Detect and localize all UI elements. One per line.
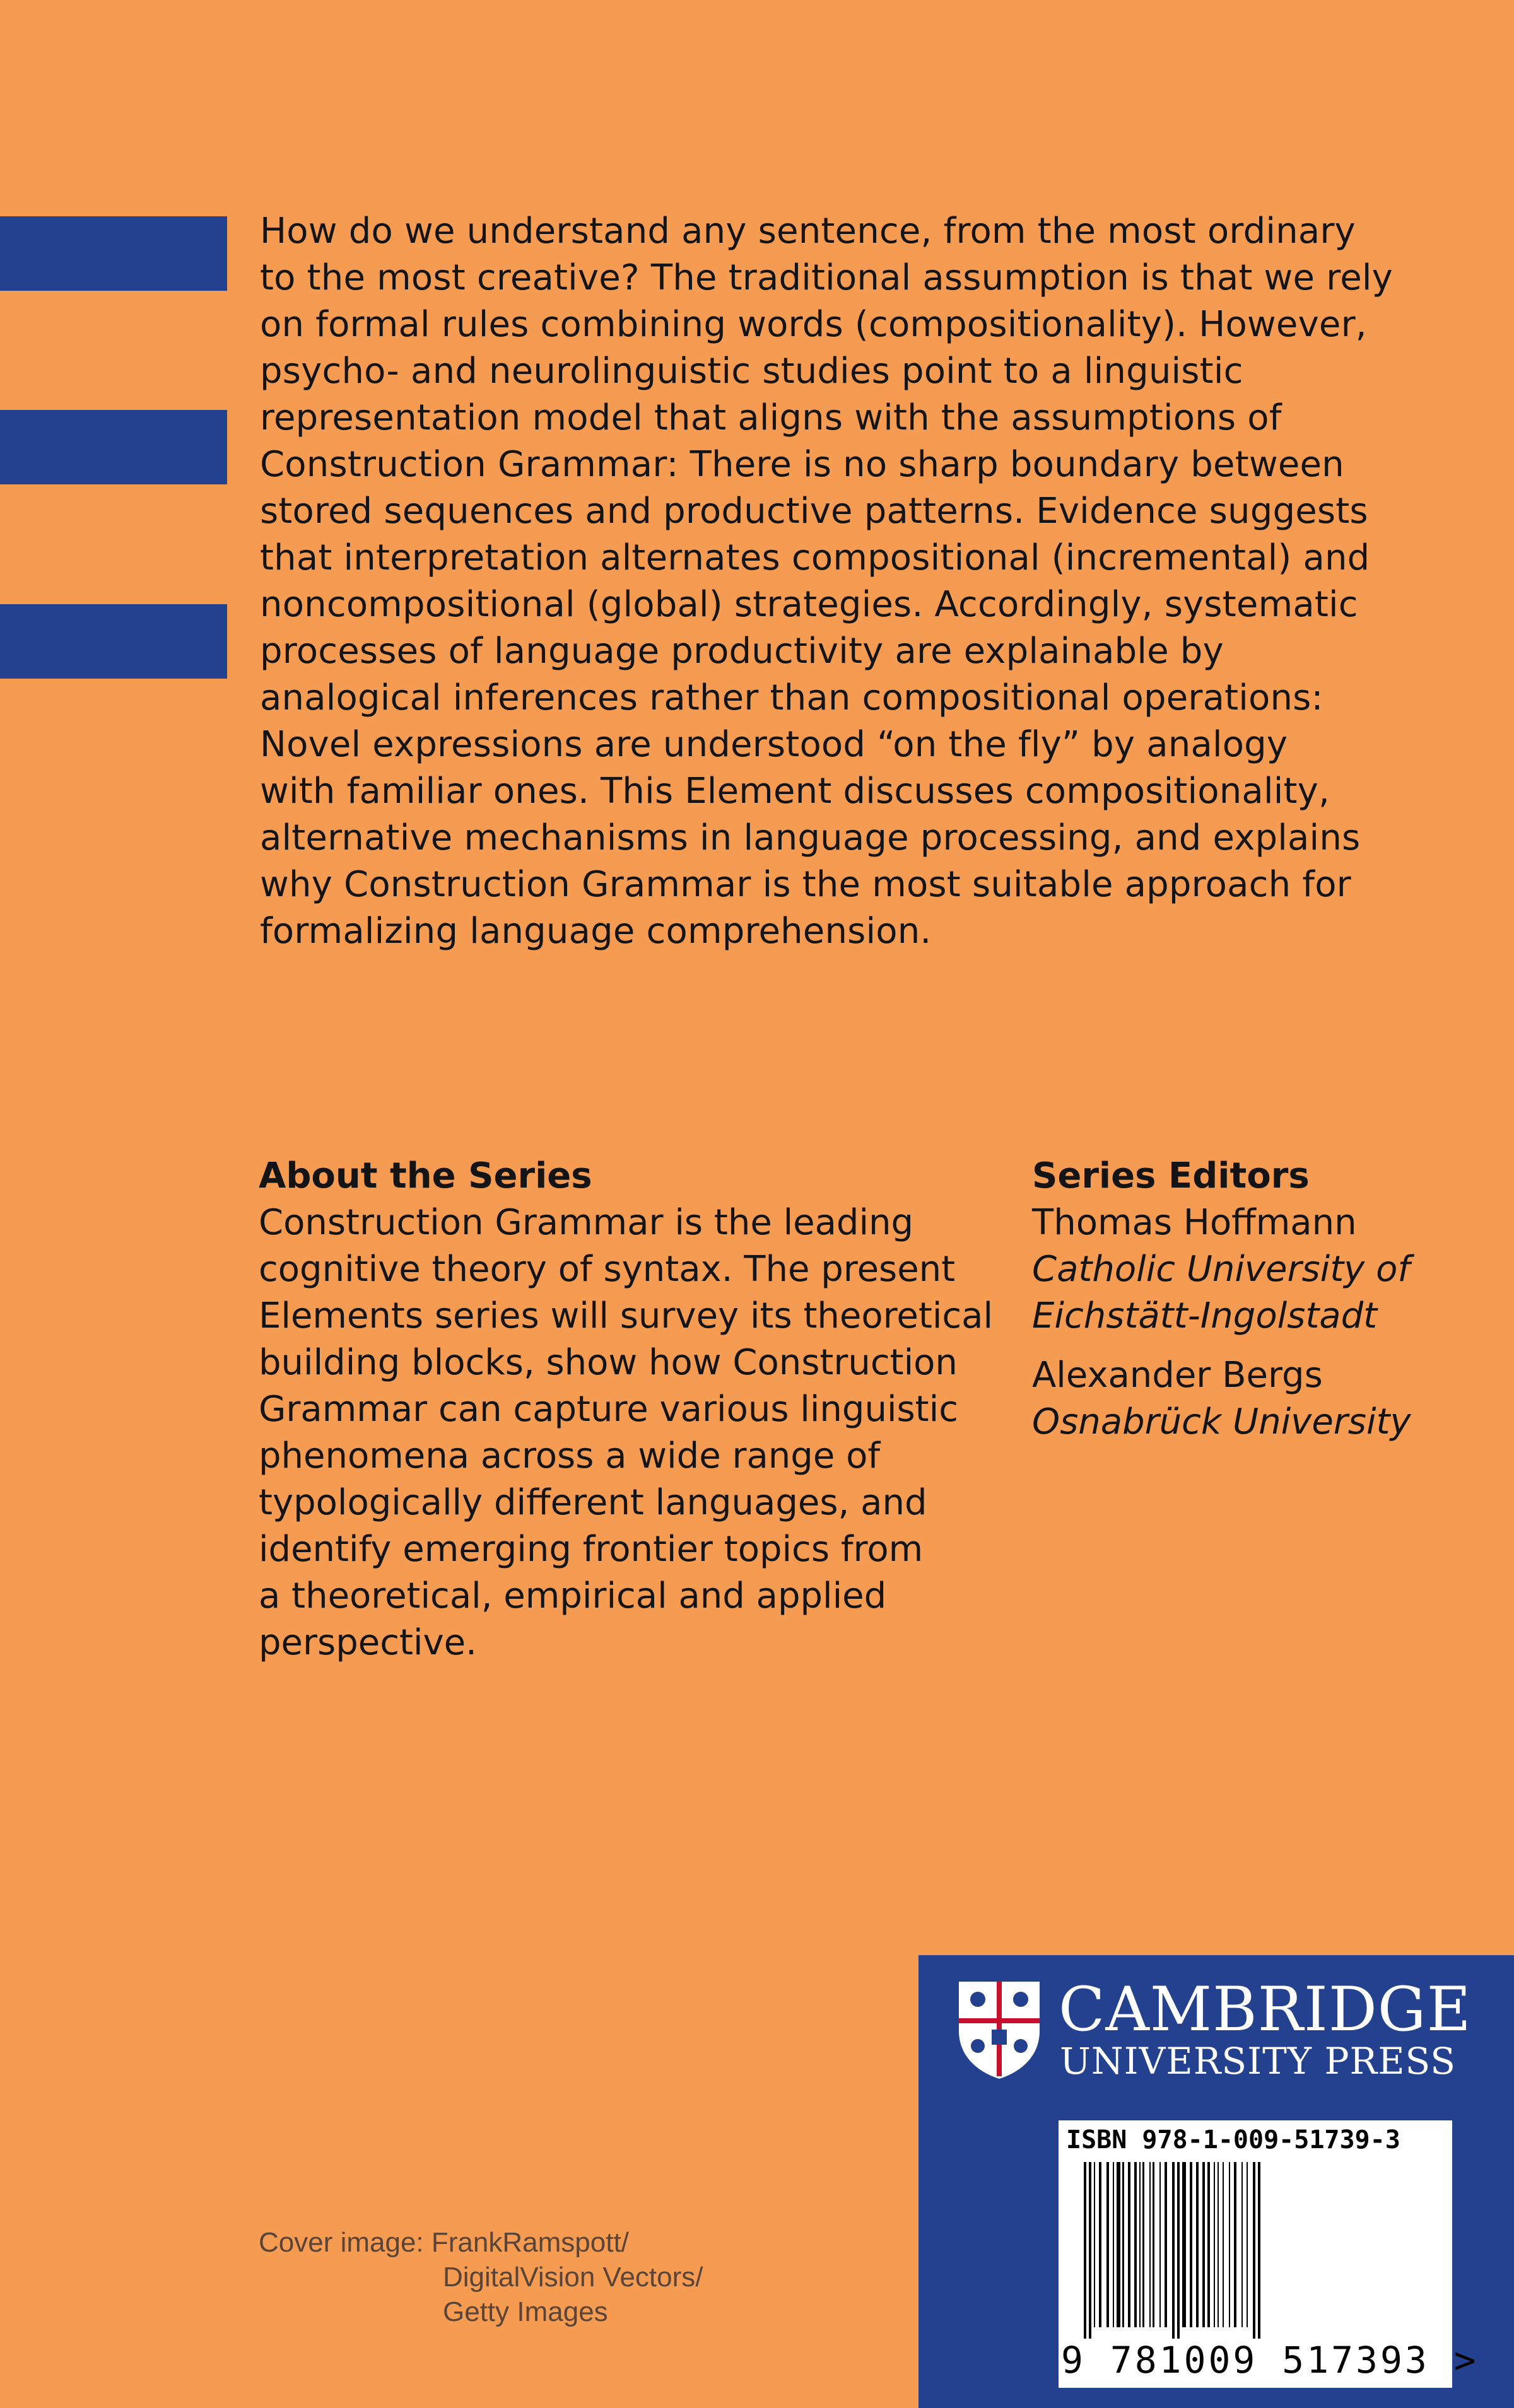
blurb-line: why Construction Grammar is the most suitable approach for	[260, 864, 1351, 905]
barcode-bar	[1207, 2162, 1210, 2327]
book-blurb	[260, 208, 1433, 955]
barcode-bar	[1241, 2162, 1243, 2327]
barcode-bar	[1258, 2162, 1260, 2339]
about-series-heading: About the Series	[259, 1155, 592, 1196]
barcode-bar	[1122, 2162, 1124, 2327]
blurb-line: noncompositional (global) strategies. Accordingly, systematic	[260, 584, 1358, 625]
credit-line: Getty Images	[443, 2296, 608, 2327]
about-line: identify emerging frontier topics from	[259, 1529, 924, 1570]
publisher-name: CAMBRIDGE	[1059, 1974, 1472, 2045]
isbn-barcode	[1059, 2120, 1479, 2388]
barcode-bar	[1214, 2162, 1215, 2327]
barcode-bar	[1223, 2162, 1224, 2327]
barcode-bar	[1247, 2162, 1248, 2327]
blurb-line: that interpretation alternates compositional (incremental) and	[260, 537, 1370, 578]
decorative-stripe-1	[0, 216, 227, 291]
blurb-line: psycho- and neurolinguistic studies point to a linguistic	[260, 351, 1243, 392]
about-line: a theoretical, empirical and applied	[259, 1575, 887, 1616]
barcode-bar	[1106, 2162, 1109, 2327]
barcode-digits: 9 781009 517393 >	[1061, 2339, 1479, 2382]
barcode-bar	[1182, 2162, 1186, 2327]
blurb-line: processes of language productivity are explainable by	[260, 631, 1224, 672]
editor-affiliation: Catholic University of	[1032, 1249, 1411, 1290]
barcode-bar	[1117, 2162, 1120, 2327]
about-line: Construction Grammar is the leading	[259, 1202, 914, 1243]
barcode-bar	[1159, 2162, 1161, 2327]
barcode-bar	[1172, 2162, 1175, 2339]
about-line: phenomena across a wide range of	[259, 1435, 881, 1476]
decorative-stripe-3	[0, 604, 227, 679]
about-line: cognitive theory of syntax. The present	[259, 1249, 956, 1290]
barcode-bar	[1153, 2162, 1154, 2327]
barcode-bar	[1234, 2162, 1236, 2327]
editor-affiliation: Osnabrück University	[1032, 1401, 1411, 1442]
about-series-text	[259, 1200, 1016, 1666]
university-shield-icon	[956, 1979, 1042, 2080]
series-editors-section	[1032, 1153, 1499, 1446]
publisher-panel	[918, 1955, 1514, 2408]
blurb-line: analogical inferences rather than compositional operations:	[260, 677, 1323, 718]
barcode-bars	[1081, 2162, 1435, 2339]
barcode-bar	[1177, 2162, 1180, 2339]
publisher-subname: UNIVERSITY PRESS	[1060, 2040, 1456, 2083]
barcode-bar	[1253, 2162, 1255, 2339]
blurb-line: to the most creative? The traditional assumption is that we rely	[260, 257, 1393, 298]
barcode-bar	[1139, 2162, 1141, 2327]
blurb-line: representation model that aligns with the assumptions of	[260, 397, 1282, 438]
decorative-stripe-2	[0, 410, 227, 484]
isbn-label: ISBN 978-1-009-51739-3	[1066, 2125, 1400, 2154]
blurb-line: How do we understand any sentence, from the most ordinary	[260, 211, 1356, 252]
editor-name: Alexander Bergs	[1032, 1355, 1323, 1396]
about-line: Elements series will survey its theoretical	[259, 1295, 994, 1336]
blurb-line: formalizing language comprehension.	[260, 911, 932, 952]
barcode-bar	[1202, 2162, 1205, 2327]
credit-line: FrankRamspott/	[431, 2227, 629, 2258]
barcode-bar	[1149, 2162, 1151, 2327]
about-line: typologically different languages, and	[259, 1482, 927, 1523]
barcode-bar	[1196, 2162, 1199, 2327]
credit-label: Cover image:	[259, 2227, 424, 2258]
blurb-line: on formal rules combining words (compositionality). However,	[260, 304, 1367, 345]
barcode-bar	[1113, 2162, 1114, 2327]
barcode-bar	[1084, 2162, 1086, 2339]
editor-name: Thomas Hoffmann	[1032, 1202, 1357, 1243]
barcode-bar	[1229, 2162, 1230, 2327]
barcode-bar	[1190, 2162, 1192, 2327]
blurb-line: alternative mechanisms in language processing, and explains	[260, 817, 1361, 858]
about-line: perspective.	[259, 1622, 477, 1663]
about-line: Grammar can capture various linguistic	[259, 1389, 958, 1430]
blurb-line: stored sequences and productive patterns. Evidence suggests	[260, 491, 1368, 532]
barcode-bar	[1134, 2162, 1137, 2327]
barcode-bar	[1142, 2162, 1144, 2327]
blurb-line: Construction Grammar: There is no sharp boundary between	[260, 444, 1344, 485]
cover-image-credit	[259, 2225, 703, 2329]
barcode-bar	[1099, 2162, 1101, 2327]
blurb-line: with familiar ones. This Element discusses compositionality,	[260, 771, 1330, 812]
editor-affiliation: Eichstätt-Ingolstadt	[1032, 1295, 1378, 1336]
barcode-bar	[1094, 2162, 1095, 2327]
series-editors-heading: Series Editors	[1032, 1155, 1310, 1196]
blurb-line: Novel expressions are understood “on the fly” by analogy	[260, 724, 1288, 765]
about-line: building blocks, show how Construction	[259, 1342, 958, 1383]
credit-line: DigitalVision Vectors/	[443, 2262, 703, 2293]
barcode-bar	[1218, 2162, 1219, 2327]
barcode-bar	[1128, 2162, 1130, 2327]
barcode-bar	[1089, 2162, 1091, 2339]
barcode-bar	[1165, 2162, 1167, 2327]
about-series-section	[259, 1153, 1016, 1666]
